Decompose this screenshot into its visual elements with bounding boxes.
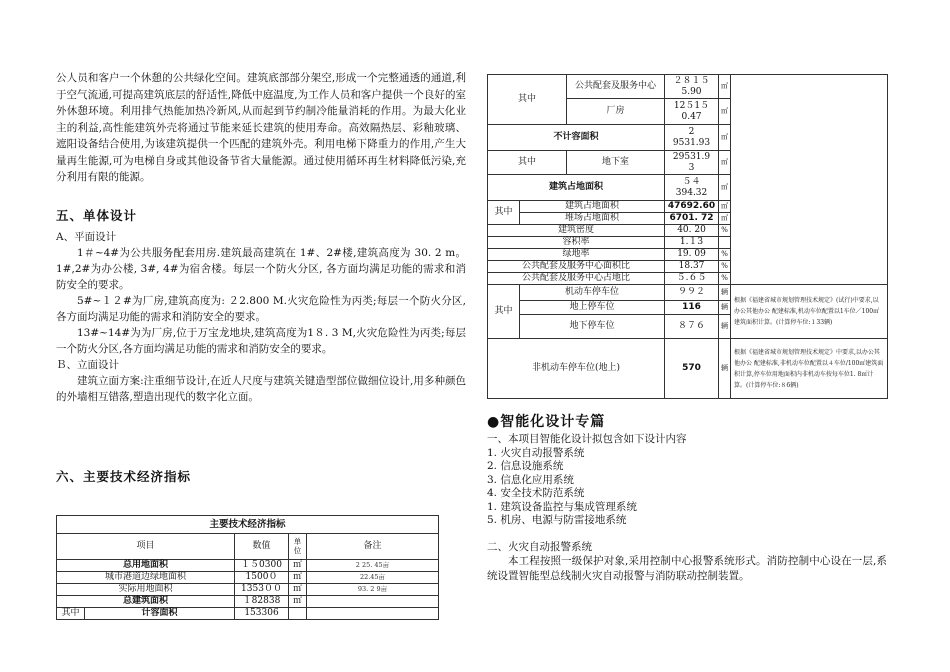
- row-note: [307, 607, 439, 619]
- row-label: 公共配套及服务中心面积比: [488, 261, 665, 273]
- sub-heading-b: Ｂ、立面设计: [56, 358, 119, 371]
- row-value: 116: [665, 301, 719, 315]
- para-a2: 5#~１２#为厂房,建筑高度为: ２2.800 M.火灾危险性为丙类;每层一个防火分区,各方面均满足功能的需求和消防安全的要求。: [56, 294, 466, 323]
- row-label: 绿地率: [488, 249, 665, 261]
- row-unit: ㎡: [289, 583, 307, 595]
- row-value: ９９２: [665, 285, 719, 301]
- row-label: 机动车停车位: [520, 285, 665, 301]
- row-label: 不计容面积: [488, 125, 665, 151]
- row-value: 2 9531.93: [665, 125, 719, 151]
- row-value: １82838: [235, 595, 289, 607]
- header-unit: 单位: [289, 533, 307, 559]
- left-column: [56, 70, 466, 620]
- row-value: 6701. 72: [665, 213, 719, 225]
- row-value: 19. 09: [665, 249, 719, 261]
- row-group: 其中: [488, 151, 567, 175]
- list-item: 5. 机房、电源与防雷接地系统: [487, 514, 627, 526]
- row-unit: [719, 237, 731, 249]
- row-value: 570: [665, 339, 719, 399]
- section6-title: 六、主要技术经济指标: [56, 468, 192, 484]
- row-unit: ㎡: [289, 571, 307, 583]
- econ-table-caption: 主要技术经济指标: [57, 515, 439, 533]
- row-label: 总建筑面积: [57, 595, 235, 607]
- row-label: 地下停车位: [520, 315, 665, 339]
- row-value: 1353００: [235, 583, 289, 595]
- econ-table: [56, 515, 439, 620]
- remark-parking: 根据《福建省城市规划管理技术规定》(试行)中要求,以办公其他办公 配建标准,机动车位配置以1车位／100㎡建筑面积计算。(计算停车位:１33辆): [731, 285, 888, 339]
- right-column: [487, 74, 887, 584]
- econ-table-continued: [487, 74, 888, 399]
- row-label: 非机动车停车位(地上): [488, 339, 665, 399]
- row-note: 93. 2 9亩: [307, 583, 439, 595]
- row-unit: ㎡: [719, 175, 731, 201]
- row-unit: 辆: [719, 315, 731, 339]
- row-label: 建筑占地面积: [520, 201, 665, 213]
- row-group: 其中: [488, 285, 520, 339]
- row-unit: ㎡: [289, 595, 307, 607]
- row-label: 厂房: [567, 99, 665, 125]
- row-unit: ㎡: [719, 201, 731, 213]
- row-value: ５４ 394.32: [665, 175, 719, 201]
- row-group: 其中: [57, 607, 85, 619]
- row-unit: ㎡: [719, 125, 731, 151]
- header-note: 备注: [307, 533, 439, 559]
- row-unit: ㎡: [719, 99, 731, 125]
- row-value: 29531.9 3: [665, 151, 719, 175]
- row-label: 建筑占地面积: [488, 175, 665, 201]
- smart-list: [487, 447, 887, 528]
- row-label: 总用地面积: [57, 559, 235, 571]
- row-label: 地上停车位: [520, 301, 665, 315]
- row-unit: %: [719, 261, 731, 273]
- row-label: 堆场占地面积: [520, 213, 665, 225]
- header-value: 数值: [235, 533, 289, 559]
- row-value: 1.１3: [665, 237, 719, 249]
- row-unit: %: [719, 249, 731, 261]
- fire-alarm-title: 二、火灾自动报警系统: [487, 540, 592, 553]
- remark-bicycle: 根据《福建省城市规划管理技术规定》中要求,以办公其他办公 配建标准,非机动车位配置以４车位/100㎡建筑面积计算,停车位用地面积内非机动车按每车位1. 8㎡计算。(计算停车位:８6辆): [731, 339, 888, 399]
- remark-blank: [731, 75, 888, 285]
- row-unit: 辆: [719, 301, 731, 315]
- fire-alarm-paragraph: 本工程按照一级保护对象,采用控制中心报警系统形式。消防控制中心设在一层,系统设置智能型总线制火灾自动报警与消防联动控制装置。: [487, 555, 887, 582]
- row-unit: ㎡: [719, 75, 731, 99]
- row-unit: ㎡: [719, 151, 731, 175]
- row-label: 实际用地面积: [57, 583, 235, 595]
- row-note: 2 25. 45亩: [307, 559, 439, 571]
- row-group: 其中: [488, 201, 520, 225]
- row-note: [307, 595, 439, 607]
- row-value: 40. 20: [665, 225, 719, 237]
- row-value: 153306: [235, 607, 289, 619]
- para-a1: 1＃~4#为公共服务配套用房.建筑最高建筑在 1#、2#楼,建筑高度为 30. 2 m。1#,2#为办公楼, 3#, 4#为宿舍楼。每层一个防火分区, 各方面均满足功能的需求和消防安全的要求。: [56, 246, 466, 291]
- row-unit: 辆: [719, 339, 731, 399]
- intro-paragraph: [56, 70, 466, 186]
- row-label: 地下室: [567, 151, 665, 175]
- list-item: 1. 火灾自动报警系统: [487, 446, 585, 459]
- list-item: 3. 信息化应用系统: [487, 473, 574, 486]
- row-label: 公共配套及服务中心: [567, 75, 665, 99]
- intro-text: 公人员和客户一个休憩的公共绿化空间。建筑底部部分架空,形成一个完整通透的通道,利于空气流通,可提高建筑底层的舒适性,降低中庭温度,为工作人员和客户提供一个良好的室外休憩环境。利用排气热能加热冷新风,从而起到节约制冷能量消耗的作用。为最大化业主的利益,高性能建筑外壳将通过节能来延长建筑的使用寿命。高效隔热层、彩釉玻璃、遮阳设备结合使用,为该建筑提供一个匹配的建筑外壳。利用电梯下降重力的作用,产生大量再生能源,可为电梯自身或其他设备节省大量能源。通过使用循环再生材料降低污染,充分利用有限的能源。: [56, 72, 466, 183]
- row-value: ２８１５ 5.90: [665, 75, 719, 99]
- row-unit: ㎡: [289, 559, 307, 571]
- row-value: 1500０: [235, 571, 289, 583]
- row-note: 22.45亩: [307, 571, 439, 583]
- sub-heading-a: A、平面设计: [56, 230, 117, 243]
- row-label: 容积率: [488, 237, 665, 249]
- row-unit: ㎡: [719, 213, 731, 225]
- smart-design-title: ●智能化设计专篇: [487, 414, 606, 430]
- row-unit: [289, 607, 307, 619]
- para-b1: 建筑立面方案:注重细节设计,在近人尺度与建筑关键造型部位做细位设计,用多种颜色的外墙相互错落,塑造出现代的数字化立面。: [56, 374, 466, 403]
- row-value: ８７６: [665, 315, 719, 339]
- row-unit: 辆: [719, 285, 731, 301]
- row-label: 公共配套及服务中心占地比: [488, 273, 665, 285]
- row-value: 18.37: [665, 261, 719, 273]
- smart-intro: 一、本项目智能化设计拟包含如下设计内容: [487, 433, 687, 445]
- row-label: 建筑密度: [488, 225, 665, 237]
- row-label: 城市港道边绿地面积: [57, 571, 235, 583]
- row-value: １５0300: [235, 559, 289, 571]
- list-item: 1. 建筑设备监控与集成管理系统: [487, 500, 637, 513]
- header-item: 项目: [57, 533, 235, 559]
- row-group: 其中: [488, 75, 567, 125]
- list-item: 4. 安全技术防范系统: [487, 487, 585, 499]
- row-label: 计容面积: [85, 607, 235, 619]
- row-unit: %: [719, 273, 731, 285]
- row-value: ５.６５: [665, 273, 719, 285]
- section5-title: 五、单体设计: [56, 207, 138, 223]
- row-value: 12５1５ 0.47: [665, 99, 719, 125]
- row-unit: %: [719, 225, 731, 237]
- row-value: 47692.60: [665, 201, 719, 213]
- para-a3: 13#~14#为为厂房,位于万宝龙地块,建筑高度为1８. 3 M,火灾危险性为丙类;每层一个防火分区,各方面均满足功能的需求和消防安全的要求。: [56, 326, 466, 355]
- list-item: 2. 信息设施系统: [487, 460, 564, 472]
